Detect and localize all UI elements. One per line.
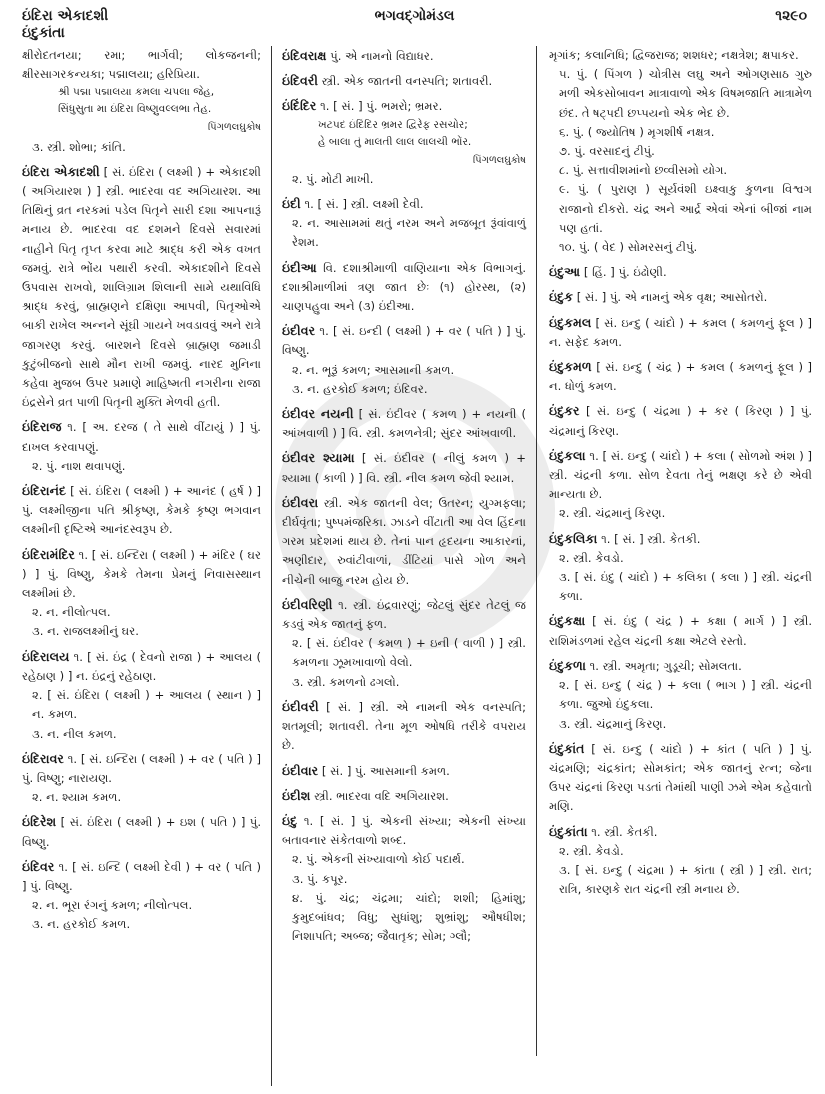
dictionary-entry [549,313,812,352]
sense: ૭. પું. વરસાદનું ટીપું. [559,144,655,159]
headword: ઇંદિરાનંદ [22,483,67,499]
sense: ૩. સ્ત્રી. શોભા; કાંતિ. [32,139,126,154]
headword: ઇંદુકલિકા [549,530,598,546]
headword: ઇંદીવર શ્યામા [282,450,355,466]
headword: ઇંદીવાર [282,762,319,778]
headword: ઇંદીઆ [282,259,317,275]
continued-text: ક્ષીરોદતનયા; રમા; ભાર્ગવી; લોકજનની; ક્ષીરસાગરકન્યકા; પદ્માલયા; હરિપ્રિયા. [22,48,261,82]
headword: ઇંદુ [282,812,298,828]
guide-word-first: ઇંદિરા એકાદશી [22,8,109,24]
sense: ૨. [ સં. ઇંદિરા ( લક્ષ્મી ) + આલય ( સ્થાન ) ] ન. કમળ. [32,688,261,722]
definition: ૧. [ સં. ઇન્દી ( લક્ષ્મી ) + વર ( પતિ ) ] પું. વિષ્ણુ. [282,324,526,358]
column-2 [272,46,537,1056]
headword: ઇંદુકક્ષા [549,613,586,629]
definition: સ્ત્રી. ભાદરવા વદિ અગિયારશ. [314,788,449,803]
definition: [ સં. ] સ્ત્રી. એ નામની એક વનસ્પતિ; શતમૂલી; શતાવરી. તેના મૂળ ઓષધિ તરીકે વપરાય છે. [282,699,527,753]
definition: [ સં. ઇંદીવર ( નીલું કમળ ) + શ્યામા ( કાળી ) ] વિ. સ્ત્રી. નીલ કમળ જેવી શ્યામ. [282,451,526,485]
headword: ઇંદિરાલય [22,648,70,664]
sense: ૨. પું. એકની સંખ્યાવાળો કોઈ પદાર્થ. [292,852,465,867]
dictionary-entry [549,287,812,307]
definition: ૧. [ સં. ] સ્ત્રી. કેતકી. [601,531,701,546]
column-1 [22,46,272,1086]
verse-quote-line: ખટપદ ઇંદિંદિર ભ્રમર દ્વિરેફ રસચોર; [318,118,468,131]
definition: [ સં. ઇંદિરા ( લક્ષ્મી ) + ઇશ ( પતિ ) ] પું. વિષ્ણુ. [22,815,262,849]
dictionary-entry [22,749,261,808]
headword: ઇંદિવર [22,858,55,874]
sense: ૪. પું. ચંદ્ર; ચંદ્રમા; ચાંદો; શશી; હિમાંશુ; કુમુદબાંધવ; વિધુ; સુધાંશુ; શુભ્રાંશુ; ઔષધીશ; નિશાપતિ; અબ્જ; જૈવાતૃક; સોમ; ગ્લૌ; [292,890,526,944]
dictionary-columns [22,46,812,1086]
sense: ૩. [ સં. ઇન્દુ ( ચંદ્રમા ) + કાંતા ( સ્ત્રી ) ] સ્ત્રી. રાત; રાત્રિ, કારણકે રાત ચંદ્રની સ્ત્રી મનાય છે. [559,862,812,897]
headword: ઇંદીવરિણી [282,596,333,612]
headword: ઇંદિંદિર [282,98,317,114]
dictionary-entry [549,262,812,282]
sense: ૨. ન. ભૂરૂં કમળ; આસમાની કમળ. [292,362,455,377]
dictionary-entry [282,448,526,487]
sense: ૩. ન. રાજલક્ષ્મીનું ઘર. [32,624,139,639]
headword: ઇંદિરેશ [22,814,57,830]
headword: ઇંદીશ [282,787,311,803]
definition: ૧. સ્ત્રી. કેતકી. [591,824,658,839]
dictionary-entry [22,812,261,851]
definition: ૧. [ સં. ઇન્દિ ( લક્ષ્મી દેવી ) + વર ( પતિ ) ] પું. વિષ્ણુ. [22,859,261,893]
headword: ઇંદુકલા [549,447,586,463]
dictionary-entry [549,401,812,440]
dictionary-entry [282,46,526,66]
definition: ૧. સ્ત્રી. ઇંદ્રવારણું; જેટલું સુંદર તેટલું જ કડવું એક જાતનું ફળ. [282,597,527,632]
headword: ઇંદિરાવર [22,750,64,766]
sense: ૩. [ સં. ઇંદુ ( ચાંદો ) + કલિકા ( કલા ) ] સ્ત્રી. ચંદ્રની કળા. [559,570,812,604]
dictionary-entry [22,481,261,540]
sense: ૯. પું. ( પુરાણ ) સૂર્યવંશી ઇક્ષ્વાકુ કુળના વિશ્વગ રાજાનો દીકરો. ચંદ્ર અને આર્દ્ર એવાં એનાં બીજાં નામ પણ હતાં. [559,182,812,235]
verse-quote-line: શ્રી પદ્મા પદ્માલયા કમલા ચપલા જેહ, [58,86,215,99]
sense: ૨. [ સં. ઇંદીવર ( કમળ ) + ઇની ( વાળી ) ] સ્ત્રી. કમળના ઝૂમખાવાળો વેલો. [292,636,526,670]
sense: ૨. પું. મોટી માખી. [292,171,374,186]
definition: ૧. [ સં. ] સ્ત્રી. લક્ષ્મી દેવી. [304,197,424,212]
page-number: ૧૨૯૦ [775,8,807,24]
sense: ૩. પું. કપૂર. [292,871,348,886]
quote-source: પિંગળલઘુકોષ [207,122,261,134]
sense: ૬. પું. ( જ્યોતિષ ) મૃગશીર્ષ નક્ષત્ર. [559,124,715,139]
headword: ઇંદિવરી [282,73,318,89]
definition: ૧. [ સં. ઇન્દુ ( ચાંદો ) + કલા ( સોળમો અંશ ) ] સ્ત્રી. ચંદ્રની કળા. સોળ દેવતા તેનું ભક્ષણ કરે છે એવી માન્યતા છે. [549,448,812,502]
dictionary-entry [549,357,812,396]
dictionary-entry [549,529,812,607]
definition: સ્ત્રી. એક જાતની વેલ; ઉતરન; યુગ્મફલા; દીર્ઘવૃંતા; પુષ્પમંજરિકા. ઝાડને વીંટાતી આ વેલ હિંદના ગરમ પ્રદેશમાં થાય છે. તેનાં પાન હૃદયના આકારનાં, અણીદાર, રુવાંટીવાળાં, ડીંટિયાં પાસે ગોળ અને નીચેની બાજુ નરમ હોય છે. [282,495,526,587]
sense: ૩. ન. હરકોઈ કમળ; ઇંદિવર. [292,381,428,396]
headword: ઇંદુકાંત [549,740,585,756]
definition: પું. એ નામનો વિદ્યાધર. [330,49,434,63]
page-header [22,8,807,44]
headword: ઇંદીવર નયની [282,406,354,422]
definition: [ સં. ] પું. આસમાની કમળ. [321,763,450,778]
headword: ઇંદિરામંદિર [22,546,75,562]
dictionary-entry [282,96,526,189]
sense: ૩. સ્ત્રી. ચંદ્રમાનું કિરણ. [559,716,667,731]
sense: ૨. સ્ત્રી. ચંદ્રમાનું કિરણ. [559,506,666,521]
sense: ૨. ન. શ્યામ કમળ. [32,790,122,805]
dictionary-entry [549,446,812,524]
verse-quote-line: સિંધુસુતા મા ઇંદિરા વિષ્ણુવલ્લભા તેહ. [58,103,212,116]
sense: ૮. પું. સત્તાવીશમાંનો છવ્વીસમો યોગ. [559,163,728,178]
sense: ૨. સ્ત્રી. કેવડો. [559,843,624,858]
definition: [ સં. ઇંદીવર ( કમળ ) + નયની ( આંખવાળી ) ] વિ. સ્ત્રી. કમળનેત્રી; સુંદર આંખવાળી. [282,407,526,441]
headword: ઇંદી [282,196,301,212]
column-3 [537,46,812,1086]
dictionary-entry [22,417,261,476]
headword: ઇંદુક [549,289,574,305]
guide-word-last: ઇંદુકાંતા [22,25,65,41]
headword: ઇંદીવરા [282,494,319,510]
dictionary-entry [282,811,526,946]
dictionary-entry [282,258,526,317]
definition: [ સં. ઇંદિરા ( લક્ષ્મી ) + આનંદ ( હર્ષ ) ] પું. લક્ષ્મીજીના પતિ શ્રીકૃષ્ણ, કેમકે કૃષ્ણ ભગવાન લક્ષ્મીની દૃષ્ટિએ આનંદસ્વરૂપ છે. [22,484,262,537]
definition: [ સં. ઇંદિરા ( લક્ષ્મી ) + એકાદશી ( અગિયારશ ) ] સ્ત્રી. ભાદરવા વદ અગિયારશ. આ તિથિનું વ્રત નરકમાં પડેલ પિતૃને સારી દશા આપનારૂં મનાય છે. ભાદરવા વદ દશમને દિવસે સવારમાં નાહીને પિતૃ તૃપ્ત કરવા માટે શ્રાદ્ધ કરી એક વખત જમવું. રાત્રે ભોંય પથારી કરવી. એકાદશીને દિવસે ઉપવાસ રાખવો, શાલિગ્રામ શિલાની સામે યથાવિધિ શ્રાદ્ધ કરવું, બ્રાહ્મણને દક્ષિણા આપવી, પિતૃઓએ બાકી રાખેલ અન્નને સૂંઘી ગાયને ખવડાવવું અને રાત્રે જાગરણ કરવું. બારશને દિવસે બ્રાહ્મણ જમાડી કુટુંબીજનો સાથે મૌન રાખી જમવું. નારદ મુનિના કહેવા મુજબ ઉપર પ્રમાણે માહિષ્મતી નગરીના રાજા ઇંદ્રસેને વ્રત પાળી પિતૃની મુક્તિ મેળવી હતી. [22,164,261,410]
dictionary-entry [22,46,261,157]
headword: ઇંદિરાજ [22,419,62,435]
quote-source: પિંગળલઘુકોષ [472,154,526,166]
sense: ૩. ન. નીલ કમળ. [32,726,117,741]
dictionary-entry [549,46,812,257]
dictionary-entry [549,611,812,650]
dictionary-entry [22,647,261,744]
headword: ઇંદુઆ [549,264,581,280]
headword: ઇંદિરા એકાદશી [22,163,100,179]
headword: ઇંદીવર [282,323,316,339]
dictionary-entry [22,857,261,935]
sense: ૨. ન. નીલોત્પલ. [32,605,111,620]
definition: ૧. સ્ત્રી. અમૃતા; ગુડૂચી; સોમલતા. [589,658,742,673]
headword: ઇંદુકળા [549,657,586,673]
definition: [ સં. ઇન્દુ ( ચંદ્ર ) + કમલ ( કમળનું ફૂલ ) ] ન. ધોળું કમળ. [549,360,812,394]
dictionary-entry [282,71,526,91]
headword: ઇંદુકાંતા [549,823,588,839]
dictionary-entry [549,822,812,900]
definition: સ્ત્રી. એક જાતની વનસ્પતિ; શતાવરી. [321,74,493,89]
verse-quote-line: હે બાલા તું માલતી લાલ લાલચી ભોંર. [318,135,472,148]
dictionary-entry [282,786,526,806]
dictionary-entry [282,194,526,253]
headword: ઇંદિવરાક્ષ [282,48,327,63]
definition: ૧. [ સં. ] પું. ભમરો; ભ્રમર. [320,99,443,114]
definition: [ સં. ] પું. એ નામનું એક વૃક્ષ; આસોતરો. [576,290,768,305]
dictionary-entry [282,595,526,692]
dictionary-entry [282,404,526,443]
dictionary-entry [282,493,526,590]
definition: ૧. [ સં. ઇંદ્ર ( દેવનો રાજા ) + આલય ( રહેઠાણ ) ] ન. ઇંદ્રનું રહેઠાણ. [22,649,262,683]
sense: ૨. પું. નાશ થવાપણું. [32,458,126,473]
definition: [ સં. ઇન્દુ ( ચંદ્રમા ) + કર ( કિરણ ) ] પું. ચંદ્રમાનું કિરણ. [549,404,812,438]
dictionary-entry [549,656,812,734]
sense: ૩. ન. હરકોઈ કમળ. [32,917,131,932]
dictionary-entry [549,739,812,817]
dictionary-entry [22,545,261,642]
headword: ઇંદુકમલ [549,314,592,330]
definition: [ સં. ઇન્દુ ( ચાંદો ) + કાંત ( પતિ ) ] પું. ચંદ્રમણિ; ચંદ્રકાંત; સોમકાંત; એક જાતનું રત્ન; જેના ઉપર ચંદ્રનાં કિરણ પડતાં તેમાંથી પાણી ઝમે એમ કહેવાતો મણિ. [549,741,813,814]
headword: ઇંદીવરી [282,698,319,714]
definition: ૧. [ સં. ઇન્દિરા ( લક્ષ્મી ) + મંદિર ( ઘર ) ] પું. વિષ્ણુ, કેમકે તેમના પ્રેમનું નિવાસસ્થાન લક્ષ્મીમાં છે. [22,547,261,601]
sense: ૫. પું. ( પિંગળ ) ચોત્રીસ લઘુ અને ઓગણસાઠ ગુરુ મળી એકસોબાવન માત્રાવાળો એક વિષમજાતિ માત્રામેળ છંદ. તે ષટ્પદી છપ્પયનો એક ભેદ છે. [559,67,812,120]
definition: વિ. દશાશ્રીમાળી વાણિયાના એક વિભાગનું. દશાશ્રીમાળીમાં ત્રણ જાત છેઃ (૧) હોરસ્થ, (૨) ચાણપહુવા અને (૩) ઇંદીઆ. [282,260,527,314]
definition: ૧. [ સં. ] પું. એકની સંખ્યા; એકની સંખ્યા બતાવનાર સંકેતવાળો શબ્દ. [282,813,527,848]
dictionary-entry [22,162,261,413]
dictionary-entry [282,761,526,781]
sense: ૩. સ્ત્રી. કમળનો ઢગલો. [292,674,400,689]
sense: ૨. સ્ત્રી. કેવડો. [559,550,624,565]
dictionary-entry [282,697,526,756]
sense: ૨. [ સં. ઇન્દુ ( ચંદ્ર ) + કલા ( ભાગ ) ] સ્ત્રી. ચંદ્રની કળા. જુઓ ઇંદુકલા. [559,678,812,712]
definition: [ સં. ઇન્દુ ( ચાંદો ) + કમલ ( કમળનું ફૂલ ) ] ન. સફેદ કમળ. [549,315,813,349]
definition: [ સં. ઇંદુ ( ચંદ્ર ) + કક્ષા ( માર્ગ ) ] સ્ત્રી. રાશિમંડળમાં રહેલ ચંદ્રની કક્ષા એટલે રસ્તો. [549,614,813,648]
headword: ઇંદુકમળ [549,359,592,375]
dictionary-title: ભગવદ્ગોમંડલ [374,8,455,24]
continued-text: મૃગાંક; કલાનિધિ; દ્વિજરાજ; શશધર; નક્ષત્રેશ; ક્ષપાકર. [549,48,799,62]
definition: ૧. [ અ. દરજ ( તે સાથે વીંટાયું ) ] પું. દાખલ કરવાપણું. [22,420,261,454]
sense: ૨. ન. ભૂરા રંગનું કમળ; નીલોત્પલ. [32,898,193,913]
definition: [ હિં. ] પું. ઇંઢોણી. [583,265,667,280]
sense: ૨. ન. આસામમાં થતું નરમ અને મજબૂત રૂંવાંવાળું રેશમ. [292,216,526,250]
definition: ૧. [ સં. ઇન્દિરા ( લક્ષ્મી ) + વર ( પતિ ) ] પું. વિષ્ણુ; નારાયણ. [22,751,261,785]
sense: ૧૦. પું. ( વેદ ) સોમરસનું ટીપું. [559,240,698,255]
headword: ઇંદુકર [549,403,580,419]
dictionary-entry [282,321,526,399]
